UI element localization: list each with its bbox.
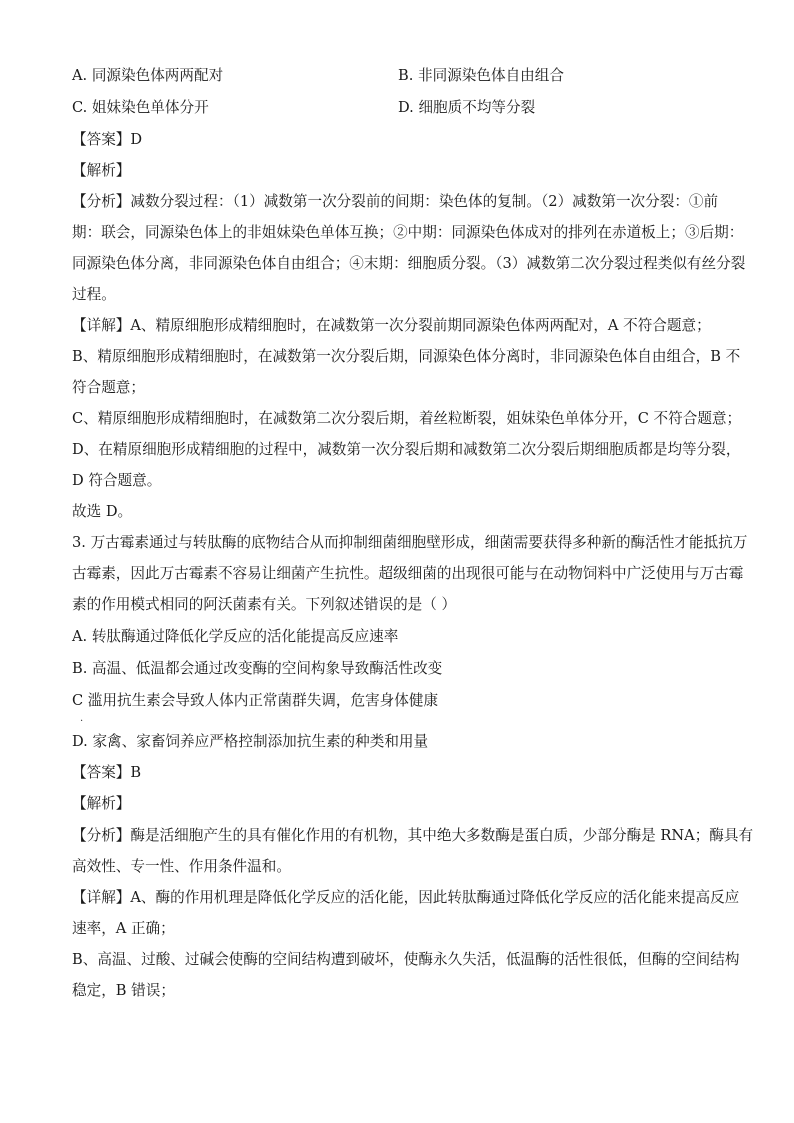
q3-xiangjie-line: B、高温、过酸、过碱会使酶的空间结构遭到破坏，使酶永久失活，低温酶的活性很低，但酶的空间结构: [72, 951, 740, 968]
q2-xiangjie-line: D、在精原细胞形成精细胞的过程中，减数第一次分裂后期和减数第二次分裂后期细胞质都是均等分裂，: [72, 441, 741, 458]
q2-xiangjie-line: 【详解】A、精原细胞形成精细胞时，在减数第一次分裂前期同源染色体两两配对，A 不符合题意；: [72, 317, 711, 334]
q2-xiangjie-line: D 符合题意。: [72, 472, 162, 489]
q3-xiangjie-line: 速率，A 正确；: [72, 920, 175, 937]
q2-xiangjie-line: C、精原细胞形成精细胞时，在减数第二次分裂后期，着丝粒断裂，姐妹染色单体分开，C 不符合题意；: [72, 410, 742, 427]
q2-fenxi-line: 同源染色体分离，非同源染色体自由组合；④末期：细胞质分裂。（3）减数第二次分裂过程类似有丝分裂: [72, 255, 746, 272]
q3-option-a: A. 转肽酶通过降低化学反应的活化能提高反应速率: [72, 628, 399, 645]
q2-xiangjie-line: 符合题意；: [72, 379, 145, 396]
q2-answer: 【答案】D: [72, 131, 143, 148]
q2-xiangjie-line: B、精原细胞形成精细胞时，在减数第一次分裂后期，同源染色体分离时，非同源染色体自由组合，B 不: [72, 348, 741, 365]
q3-option-d: D. 家禽、家畜饲养应严格控制添加抗生素的种类和用量: [72, 733, 429, 750]
q2-fenxi-line: 期：联会，同源染色体上的非姐妹染色单体互换；②中期：同源染色体成对的排列在赤道板上；③后期：: [72, 224, 744, 241]
q3-option-c: C 滥用抗生素会导致人体内正常菌群失调，危害身体健康: [72, 692, 439, 709]
q2-analysis-heading: 【解析】: [72, 162, 131, 179]
q3-answer: 【答案】B: [72, 764, 142, 781]
q3-fenxi-line: 高效性、专一性、作用条件温和。: [72, 858, 291, 875]
q2-fenxi-line: 【分析】减数分裂过程：（1）减数第一次分裂前的间期：染色体的复制。（2）减数第一次分裂：①前: [72, 193, 719, 210]
stray-dot-mark: .: [80, 713, 84, 724]
q2-conclusion: 故选 D。: [72, 503, 133, 520]
q2-option-a: A. 同源染色体两两配对: [72, 67, 224, 84]
q2-fenxi-line: 过程。: [72, 286, 116, 303]
q3-analysis-heading: 【解析】: [72, 795, 131, 812]
q2-option-c: C. 姐妹染色单体分开: [72, 99, 209, 116]
q2-option-b: B. 非同源染色体自由组合: [398, 67, 564, 84]
q3-fenxi-line: 【分析】酶是活细胞产生的具有催化作用的有机物，其中绝大多数酶是蛋白质，少部分酶是 RNA；酶具有: [72, 827, 754, 844]
q3-xiangjie-line: 稳定，B 错误；: [72, 982, 175, 999]
q3-option-b: B. 高温、低温都会通过改变酶的空间构象导致酶活性改变: [72, 660, 443, 677]
q3-xiangjie-line: 【详解】A、酶的作用机理是降低化学反应的活化能，因此转肽酶通过降低化学反应的活化能来提高反应: [72, 889, 740, 906]
q3-stem-line: 3. 万古霉素通过与转肽酶的底物结合从而抑制细菌细胞壁形成，细菌需要获得多种新的酶活性才能抵抗万: [72, 534, 748, 551]
q3-stem-line: 古霉素，因此万古霉素不容易让细菌产生抗性。超级细菌的出现很可能与在动物饲料中广泛使用与万古霉: [72, 565, 744, 582]
q2-option-d: D. 细胞质不均等分裂: [398, 99, 536, 116]
q3-stem-line: 素的作用模式相同的阿沃菌素有关。下列叙述错误的是（ ）: [72, 596, 457, 613]
